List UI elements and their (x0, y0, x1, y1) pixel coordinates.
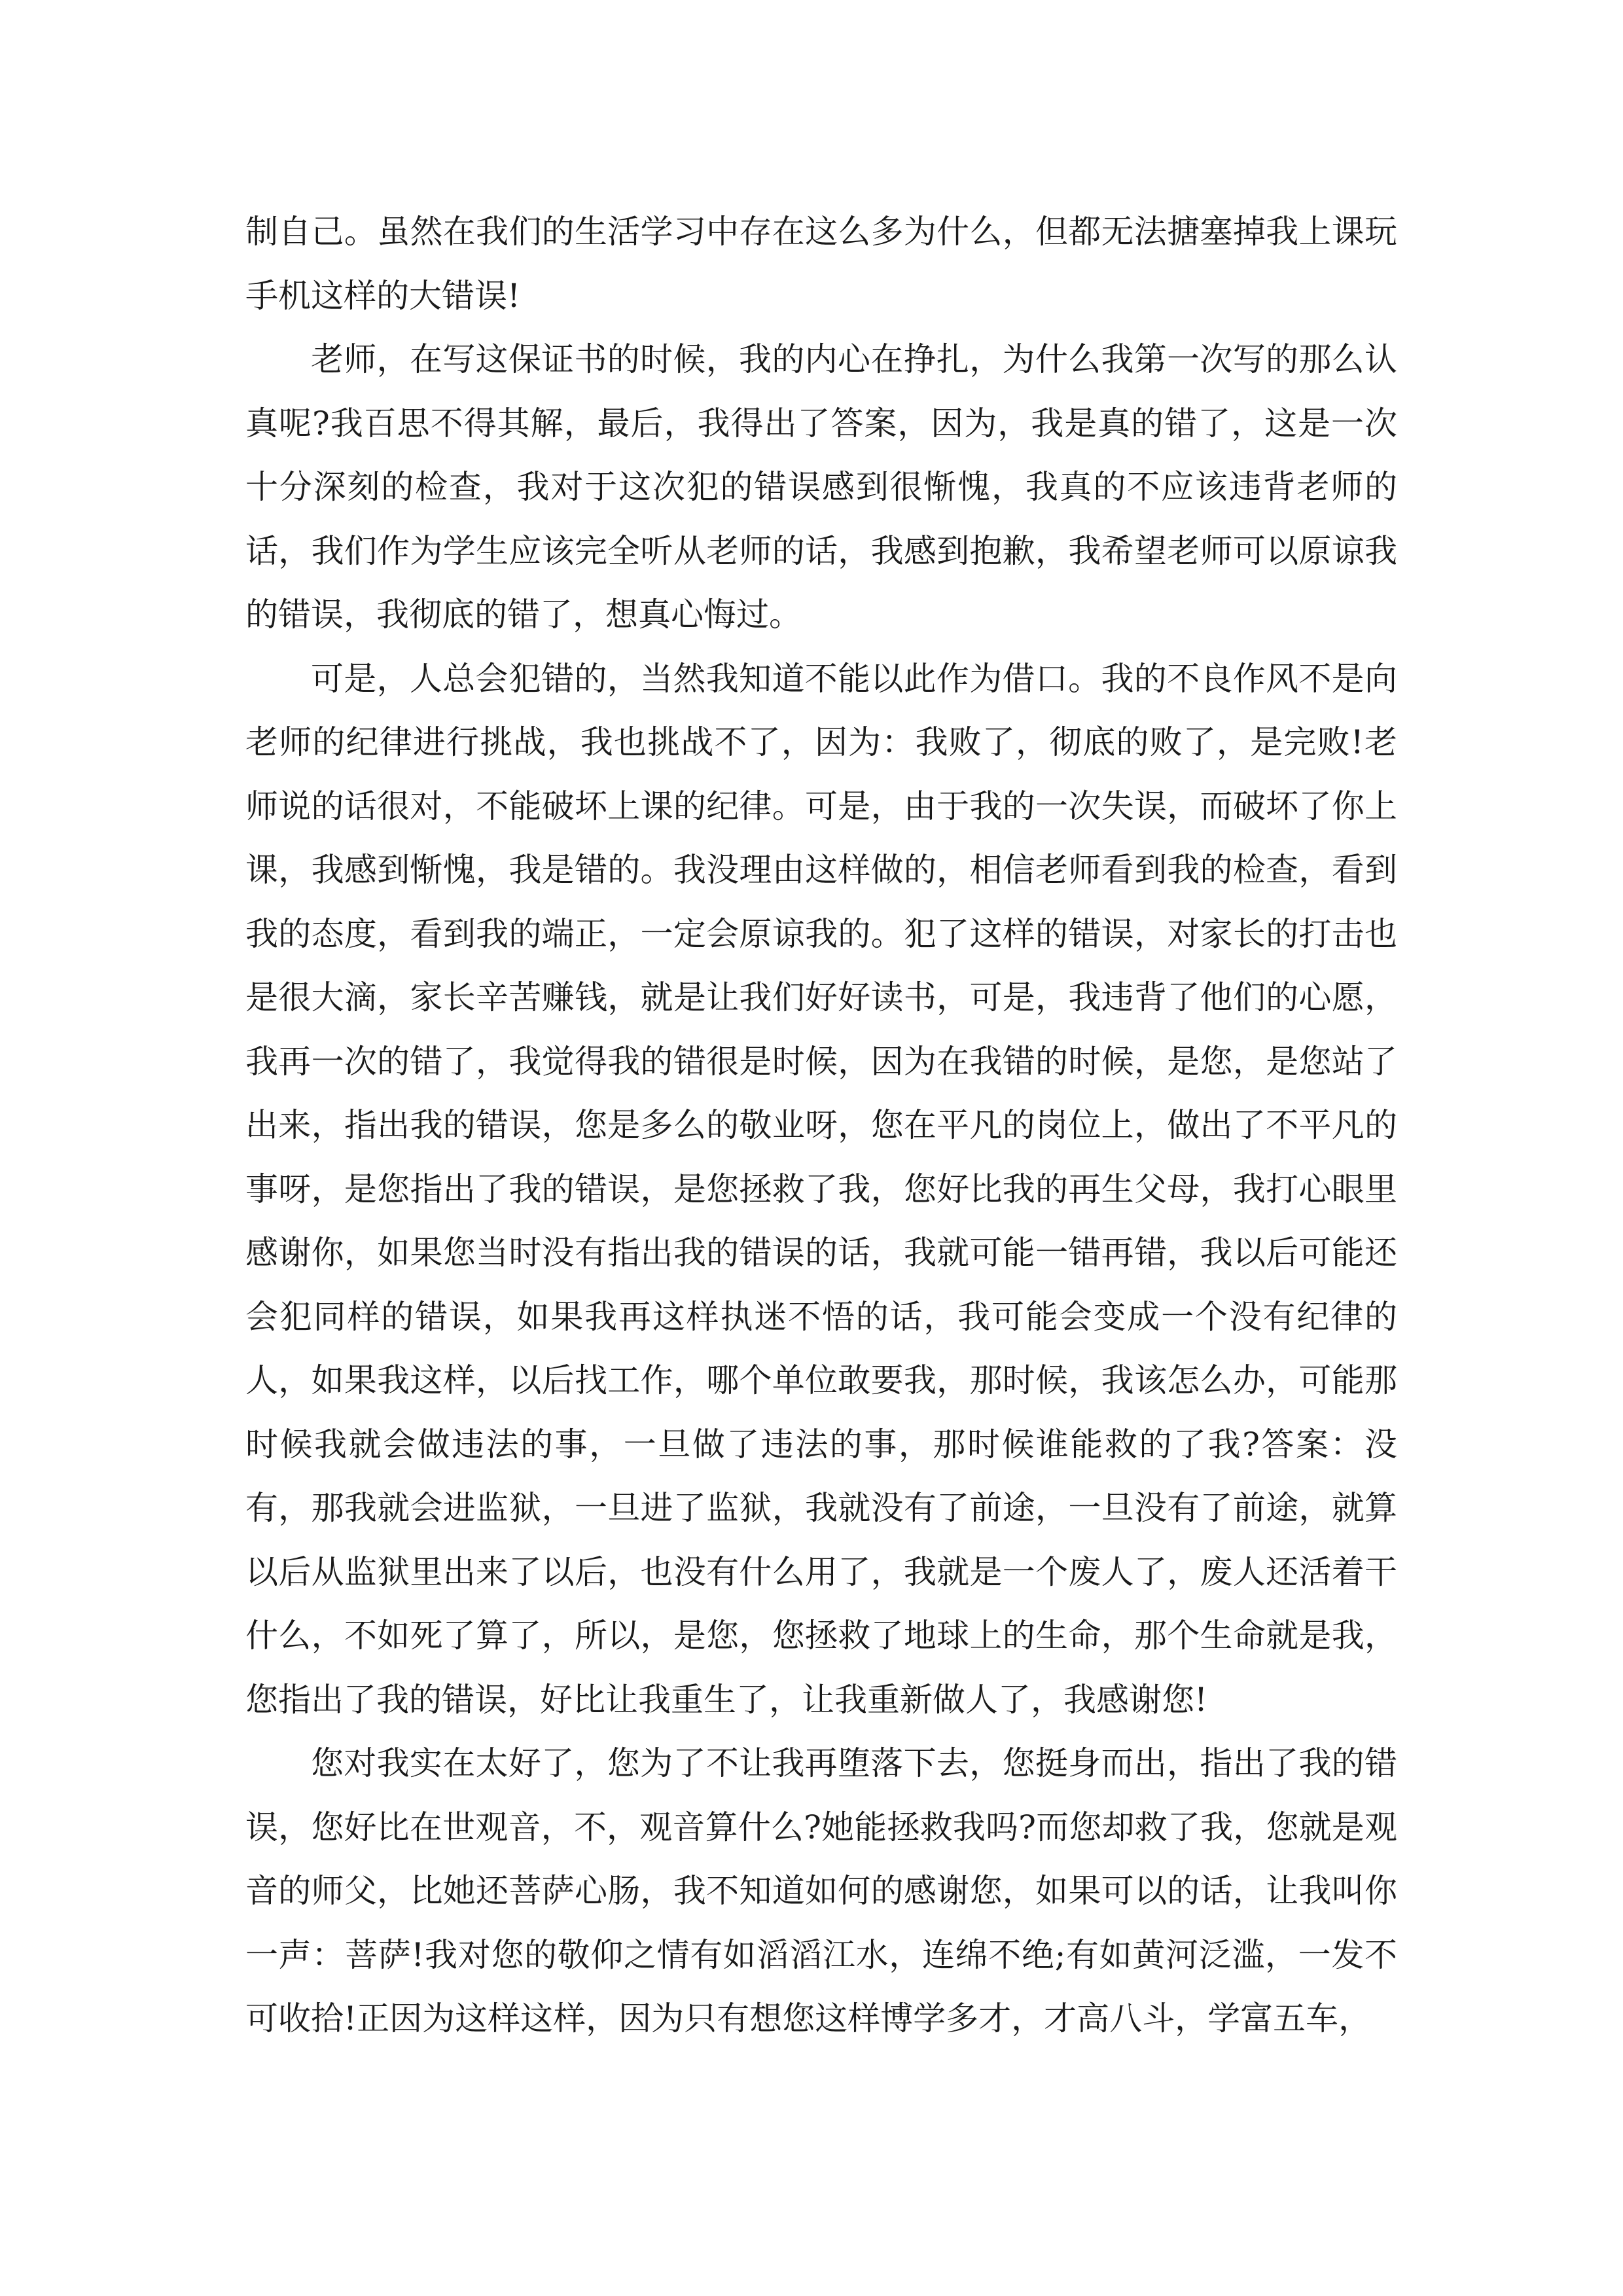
paragraph: 可是，人总会犯错的，当然我知道不能以此作为借口。我的不良作风不是向老师的纪律进行挑战，我也挑战不了，因为：我败了，彻底的败了，是完败!老师说的话很对，不能破坏上课的纪律。可是，由于我的一次失误，而破坏了你上课，我感到惭愧，我是错的。我没理由这样做的，相信老师看到我的检查，看到我的态度，看到我的端正，一定会原谅我的。犯了这样的错误，对家长的打击也是很大滴，家长辛苦赚钱，就是让我们好好读书，可是，我违背了他们的心愿，我再一次的错了，我觉得我的错很是时候，因为在我错的时候，是您，是您站了出来，指出我的错误，您是多么的敬业呀，您在平凡的岗位上，做出了不平凡的事呀，是您指出了我的错误，是您拯救了我，您好比我的再生父母，我打心眼里感谢你，如果您当时没有指出我的错误的话，我就可能一错再错，我以后可能还会犯同样的错误，如果我再这样执迷不悟的话，我可能会变成一个没有纪律的人，如果我这样，以后找工作，哪个单位敢要我，那时候，我该怎么办，可能那时候我就会做违法的事，一旦做了违法的事，那时候谁能救的了我?答案：没有，那我就会进监狱，一旦进了监狱，我就没有了前途，一旦没有了前途，就算以后从监狱里出来了以后，也没有什么用了，我就是一个废人了，废人还活着干什么，不如死了算了，所以，是您，您拯救了地球上的生命，那个生命就是我，您指出了我的错误，好比让我重生了，让我重新做人了，我感谢您! (245, 659, 1397, 1719)
paragraph: 您对我实在太好了，您为了不让我再堕落下去，您挺身而出，指出了我的错误，您好比在世观音，不，观音算什么?她能拯救我吗?而您却救了我，您就是观音的师父，比她还菩萨心肠，我不知道如何的感谢您，如果可以的话，让我叫你一声：菩萨!我对您的敬仰之情有如滔滔江水，连绵不绝;有如黄河泛滥，一发不可收拾!正因为这样这样，因为只有想您这样博学多才，才高八斗，学富五车， (245, 1744, 1397, 2037)
body-text (245, 200, 1397, 2051)
paragraph: 老师，在写这保证书的时候，我的内心在挣扎，为什么我第一次写的那么认真呢?我百思不得其解，最后，我得出了答案，因为，我是真的错了，这是一次十分深刻的检查，我对于这次犯的错误感到很惭愧，我真的不应该违背老师的话，我们作为学生应该完全听从老师的话，我感到抱歉，我希望老师可以原谅我的错误，我彻底的错了，想真心悔过。 (245, 340, 1397, 634)
paragraph-continued: 制自己。虽然在我们的生活学习中存在这么多为什么，但都无法搪塞掉我上课玩手机这样的大错误! (245, 213, 1397, 315)
